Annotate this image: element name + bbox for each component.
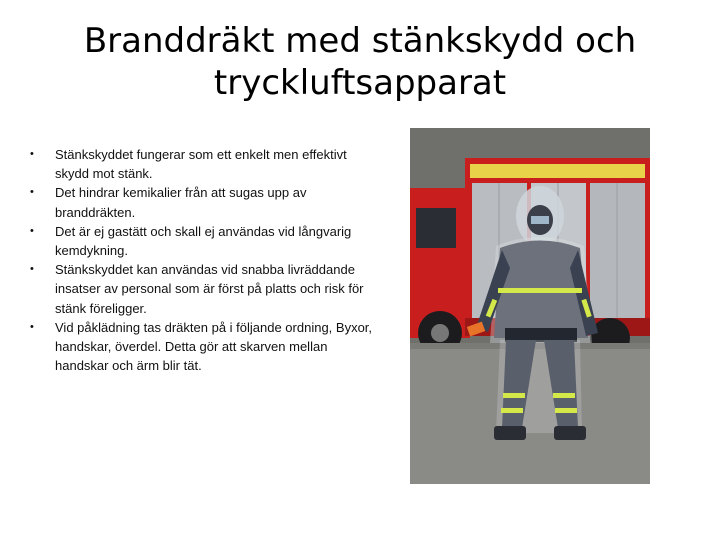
bullet-text: Det är ej gastätt och skall ej användas vid långvarig kemdykning. (55, 223, 352, 259)
photo-illustration (410, 128, 650, 484)
bullet-item (30, 145, 375, 183)
slide-title (40, 20, 680, 104)
bullet-icon: • (30, 186, 34, 199)
bullet-icon: • (30, 320, 34, 333)
bullet-item (30, 318, 375, 376)
bullet-icon: • (30, 263, 34, 276)
title-line-1: Branddräkt med stänkskydd och (83, 21, 637, 61)
bullet-text: Det hindrar kemikalier från att sugas upp av branddräkten. (55, 185, 307, 220)
bullet-item (30, 183, 375, 221)
bullet-item (30, 222, 375, 260)
bullet-text: Stänkskyddet kan användas vid snabba livräddande insatser av personal som är först på platts och risk för stänk föreligger. (55, 262, 364, 316)
bullet-icon: • (30, 148, 34, 160)
bullet-text: Vid påklädning tas dräkten på i följande ordning, Byxor, handskar, överdel. Detta gör att skarven mellan handskar och ärm blir tät. (55, 319, 373, 374)
bullet-list (30, 145, 375, 375)
title-line-2: tryckluftsapparat (213, 63, 507, 103)
bullet-item (30, 260, 375, 318)
bullet-icon: • (30, 224, 34, 237)
firefighter-suit-photo (410, 128, 650, 484)
bullet-text: Stänkskyddet fungerar som ett enkelt men effektivt skydd mot stänk. (55, 147, 347, 182)
